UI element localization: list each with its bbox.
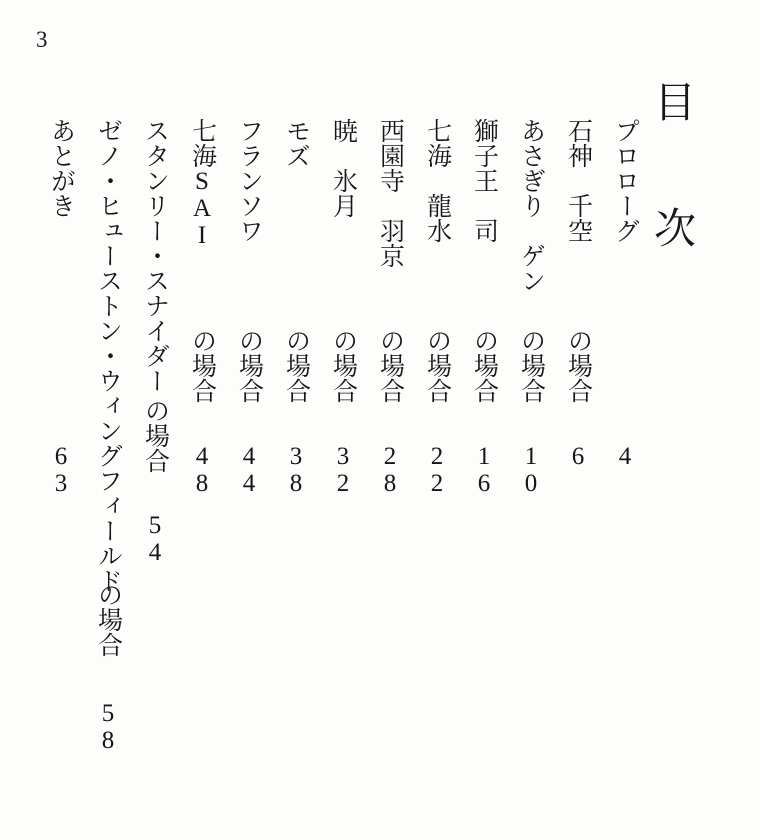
entry-page-number: 38 — [282, 443, 310, 497]
toc-entry — [232, 0, 266, 840]
entry-page-number: 63 — [47, 443, 75, 497]
entry-case-suffix: の場合 — [517, 328, 545, 403]
entry-case-suffix: の場合 — [141, 398, 169, 473]
entry-name: 暁 氷月 — [329, 118, 357, 218]
entry-case-suffix: の場合 — [329, 328, 357, 403]
entry-page-number: 16 — [470, 443, 498, 497]
entry-name: 獅子王 司 — [470, 118, 498, 243]
entry-name: 七海 龍水 — [423, 118, 451, 243]
entry-page-number: 54 — [141, 512, 169, 566]
toc-entry — [373, 0, 407, 840]
entry-page-number: 44 — [235, 443, 263, 497]
entry-case-suffix: の場合 — [282, 328, 310, 403]
toc-entry — [514, 0, 548, 840]
toc-entry — [44, 0, 78, 840]
entry-page-number: 48 — [188, 443, 216, 497]
toc-entry — [279, 0, 313, 840]
toc-entry — [91, 0, 125, 840]
toc-entry — [467, 0, 501, 840]
entry-name: 石神 千空 — [564, 118, 592, 243]
entry-case-suffix: の場合 — [235, 328, 263, 403]
entry-page-number: 6 — [564, 443, 592, 470]
entry-name: スタンリー・スナイダー — [141, 118, 169, 393]
toc-entry — [185, 0, 219, 840]
toc-entry — [608, 0, 642, 840]
entry-page-number: 28 — [376, 443, 404, 497]
entry-name: 西園寺 羽京 — [376, 118, 404, 268]
entry-name: モズ — [282, 118, 310, 168]
entry-name: プロローグ — [611, 118, 639, 243]
entry-name: あさぎり ゲン — [517, 118, 545, 293]
entry-page-number: 4 — [611, 443, 639, 470]
toc-title: 目 次 — [648, 80, 694, 269]
entry-case-suffix: の場合 — [423, 328, 451, 403]
entry-case-suffix: の場合 — [188, 328, 216, 403]
toc-entry — [420, 0, 454, 840]
entry-name: 七海SAI — [188, 118, 216, 249]
entry-name: あとがき — [47, 118, 75, 218]
entry-case-suffix: の場合 — [564, 328, 592, 403]
toc-entry — [326, 0, 360, 840]
entry-page-number: 32 — [329, 443, 357, 497]
entry-page-number: 58 — [94, 700, 122, 754]
entry-case-suffix: の場合 — [470, 328, 498, 403]
entry-page-number: 10 — [517, 443, 545, 497]
entry-name: フランソワ — [235, 118, 263, 243]
page-number: 3 — [36, 27, 48, 52]
entry-page-number: 22 — [423, 443, 451, 497]
toc-entry — [138, 0, 172, 840]
entry-case-suffix: の場合 — [94, 582, 122, 657]
toc-entry — [561, 0, 595, 840]
entry-case-suffix: の場合 — [376, 328, 404, 403]
entry-name: ゼノ・ヒューストン・ウィングフィールド — [94, 118, 122, 593]
